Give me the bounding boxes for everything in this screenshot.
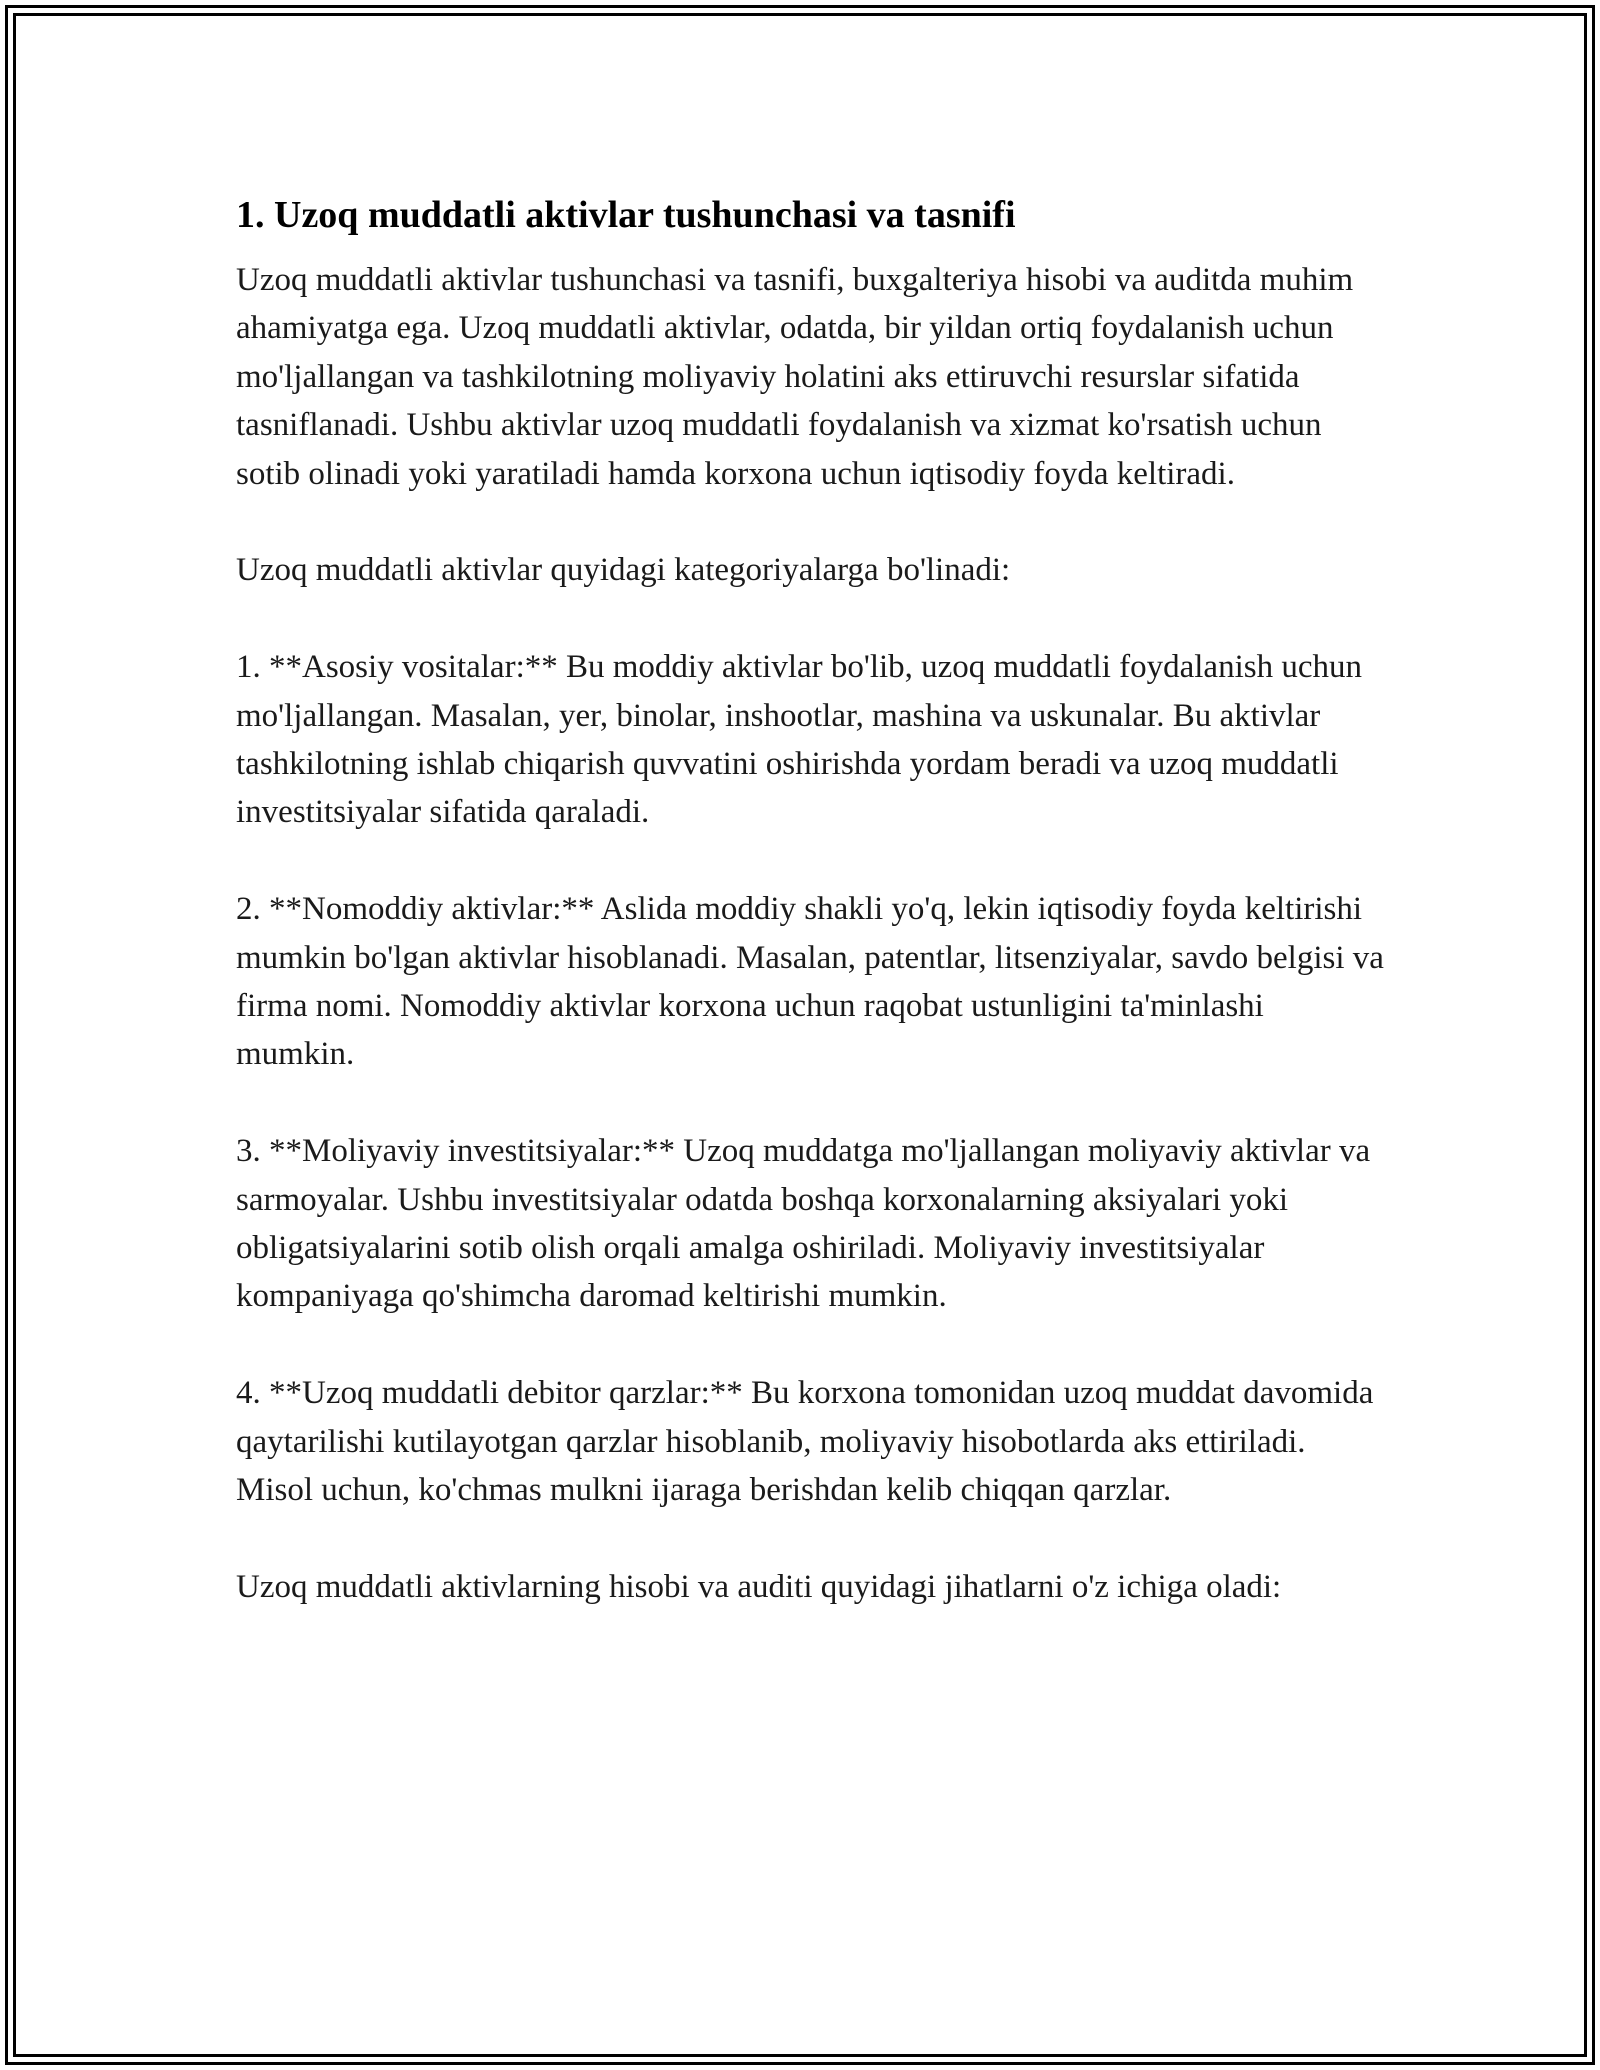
document-title: 1. Uzoq muddatli aktivlar tushunchasi va tasnifi bbox=[236, 194, 1016, 236]
paragraph-item-financial-investments: 3. **Moliyaviy investitsiyalar:** Uzoq muddatga mo'ljallangan moliyaviy aktivlar va sarmoyalar. Ushbu investitsiyalar odatda boshqa korxonalarning aksiyalari yoki obligatsiyalarini sotib olish orqali amalga oshiriladi. Moliyaviy investitsiyalar kompaniyaga qo'shimcha daromad keltirishi mumkin. bbox=[236, 1133, 1371, 1315]
paragraph-item-fixed-assets: 1. **Asosiy vositalar:** Bu moddiy aktivlar bo'lib, uzoq muddatli foydalanish uchun mo'ljallangan. Masalan, yer, binolar, inshootlar, mashina va uskunalar. Bu aktivlar tashkilotning ishlab chiqarish quvvatini oshirishda yordam beradi va uzoq muddatli investitsiyalar sifatida qaraladi. bbox=[236, 649, 1362, 831]
paragraph-item-intangible-assets: 2. **Nomoddiy aktivlar:** Aslida moddiy shakli yo'q, lekin iqtisodiy foyda keltirishi mumkin bo'lgan aktivlar hisoblanadi. Masalan, patentlar, litsenziyalar, savdo belgisi va firma nomi. Nomoddiy aktivlar korxona uchun raqobat ustunligini ta'minlashi mumkin. bbox=[236, 891, 1384, 1073]
paragraph-closing: Uzoq muddatli aktivlarning hisobi va auditi quyidagi jihatlarni o'z ichiga oladi: bbox=[236, 1568, 1282, 1605]
paragraph-categories-lead: Uzoq muddatli aktivlar quyidagi kategoriyalarga bo'linadi: bbox=[236, 552, 1011, 589]
paragraph-item-long-term-receivables: 4. **Uzoq muddatli debitor qarzlar:** Bu korxona tomonidan uzoq muddat davomida qaytarilishi kutilayotgan qarzlar hisoblanib, moliyaviy hisobotlarda aks ettiriladi. Misol uchun, ko'chmas mulkni ijaraga berishdan kelib chiqqan qarzlar. bbox=[236, 1375, 1374, 1509]
paragraph-intro: Uzoq muddatli aktivlar tushunchasi va tasnifi, buxgalteriya hisobi va auditda muhim ahamiyatga ega. Uzoq muddatli aktivlar, odatda, bir yildan ortiq foydalanish uchun mo'ljallangan va tashkilotning moliyaviy holatini aks ettiruvchi resurslar sifatida tasniflanadi. Ushbu aktivlar uzoq muddatli foydalanish va xizmat ko'rsatish uchun sotib olinadi yoki yaratiladi hamda korxona uchun iqtisodiy foyda keltiradi. bbox=[236, 262, 1354, 492]
document-body bbox=[236, 186, 1386, 1660]
